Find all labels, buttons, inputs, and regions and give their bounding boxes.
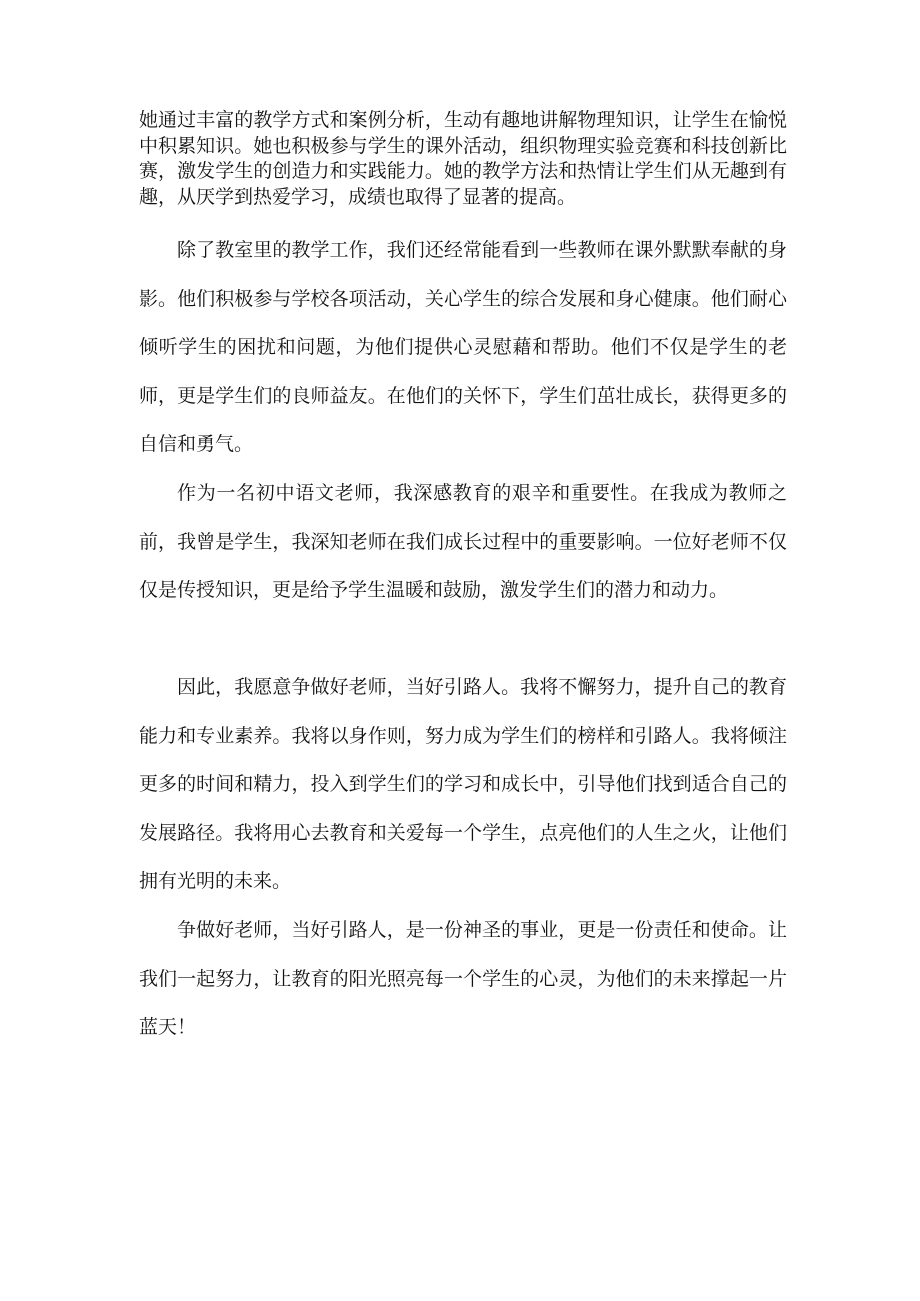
paragraph-extracurricular-teachers: 除了教室里的教学工作，我们还经常能看到一些教师在课外默默奉献的身影。他们积极参与学校各项活动，关心学生的综合发展和身心健康。他们耐心倾听学生的困扰和问题，为他们提供心灵慰藉和帮助。他们不仅是学生的老师，更是学生们的良师益友。在他们的关怀下，学生们茁壮成长，获得更多的自信和勇气。 [139,239,787,456]
paragraph-chinese-teacher: 作为一名初中语文老师，我深感教育的艰辛和重要性。在我成为教师之前，我曾是学生，我深知老师在我们成长过程中的重要影响。一位好老师不仅仅是传授知识，更是给予学生温暖和鼓励，激发学生们的潜力和动力。 [139,482,787,602]
paragraph-physics-teacher: 她通过丰富的教学方式和案例分析，生动有趣地讲解物理知识，让学生在愉悦中积累知识。她也积极参与学生的课外活动，组织物理实验竞赛和科技创新比赛，激发学生的创造力和实践能力。她的教学方法和热情让学生们从无趣到有趣，从厌学到热爱学习，成绩也取得了显著的提高。 [139,109,787,208]
paragraph-commitment: 因此，我愿意争做好老师，当好引路人。我将不懈努力，提升自己的教育能力和专业素养。我将以身作则，努力成为学生们的榜样和引路人。我将倾注更多的时间和精力，投入到学生们的学习和成长中，引导他们找到适合自己的发展路径。我将用心去教育和关爱每一个学生，点亮他们的人生之火，让他们拥有光明的未来。 [139,676,787,893]
paragraph-conclusion: 争做好老师，当好引路人，是一份神圣的事业，更是一份责任和使命。让我们一起努力，让教育的阳光照亮每一个学生的心灵，为他们的未来撑起一片蓝天！ [139,919,787,1039]
